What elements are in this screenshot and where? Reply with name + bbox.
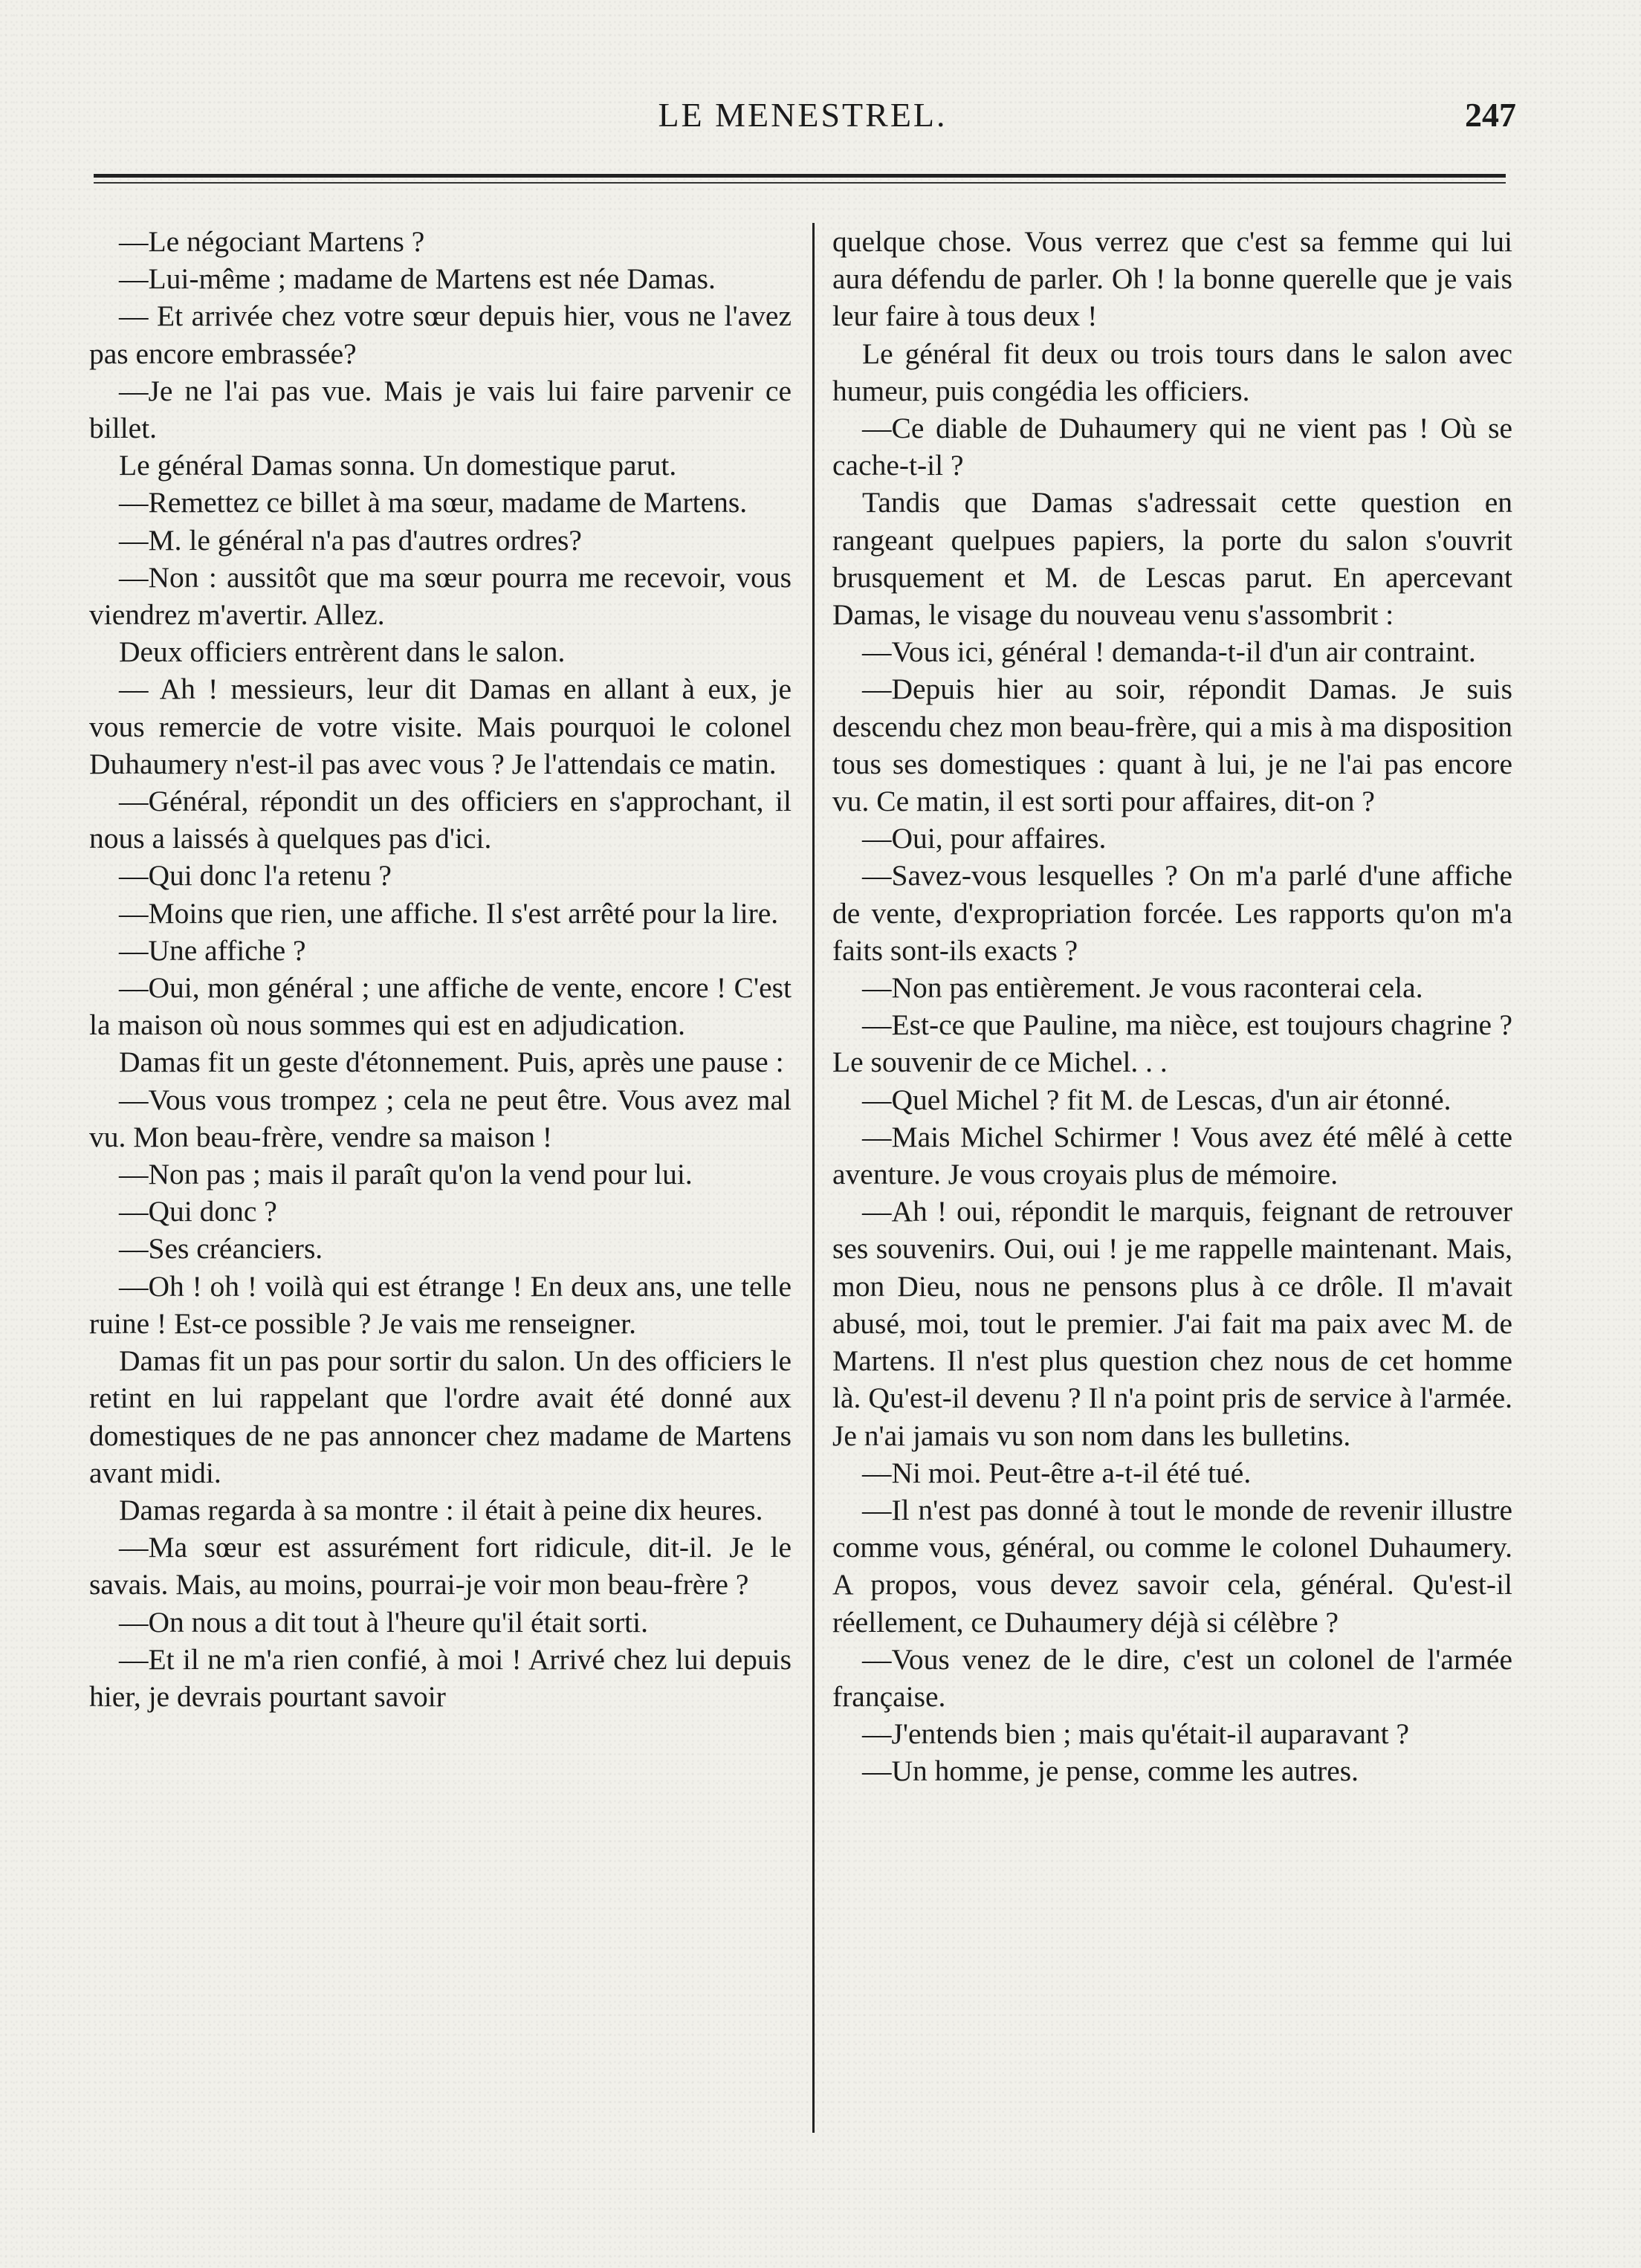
continued-paragraph: quelque chose. Vous verrez que c'est sa femme qui lui aura défendu de parler. Oh ! la bonne querelle que je vais leur faire à tous deux !	[832, 225, 1512, 333]
paragraph: —On nous a dit tout à l'heure qu'il était sorti.	[119, 1605, 648, 1639]
paragraph: —Un homme, je pense, comme les autres.	[862, 1755, 1359, 1788]
paragraph: Damas fit un geste d'étonnement. Puis, après une pause :	[119, 1046, 784, 1079]
paragraph: —Ses créanciers.	[119, 1232, 323, 1266]
page-header	[89, 95, 1516, 140]
right-column	[832, 223, 1512, 1790]
column-divider	[812, 223, 815, 2133]
page-number: 247	[1465, 96, 1516, 134]
paragraph: Damas fit un pas pour sortir du salon. Un des officiers le retint en lui rappelant que l'ordre avait été donné aux domestiques de ne pas annoncer chez madame de Martens avant midi.	[89, 1344, 792, 1489]
paragraph: —Vous venez de le dire, c'est un colonel de l'armée française.	[832, 1642, 1512, 1713]
paragraph: —Ah ! oui, répondit le marquis, feignant de retrouver ses souvenirs. Oui, oui ! je me rappelle maintenant. Mais, mon Dieu, nous ne pensons plus à ce drôle. Il m'avait abusé, moi, tout le premier. J'ai fait ma paix avec M. de Martens. Il n'est plus question chez nous de cet homme là. Qu'est-il devenu ? Il n'a point pris de service à l'armée. Je n'ai jamais vu son nom dans les bulletins.	[832, 1195, 1512, 1452]
paragraph: —Je ne l'ai pas vue. Mais je vais lui faire parvenir ce billet.	[89, 374, 792, 445]
paragraph: Le général Damas sonna. Un domestique parut.	[119, 449, 677, 482]
paragraph: —Général, répondit un des officiers en s'approchant, il nous a laissés à quelques pas d'ici.	[89, 785, 792, 855]
paragraph: —Est-ce que Pauline, ma nièce, est toujours chagrine ? Le souvenir de ce Michel. . .	[832, 1008, 1512, 1079]
header-rule	[94, 174, 1506, 184]
paragraph: —Qui donc ?	[119, 1195, 277, 1228]
paragraph: —Ma sœur est assurément fort ridicule, dit-il. Je le savais. Mais, au moins, pourrai-je voir mon beau-frère ?	[89, 1531, 792, 1601]
paragraph: —Oui, mon général ; une affiche de vente, encore ! C'est la maison où nous sommes qui est en adjudication.	[89, 971, 792, 1042]
paragraph: Le général fit deux ou trois tours dans le salon avec humeur, puis congédia les officiers.	[832, 337, 1512, 407]
paragraph: —Mais Michel Schirmer ! Vous avez été mêlé à cette aventure. Je vous croyais plus de mémoire.	[832, 1120, 1512, 1191]
paragraph: —Non pas ; mais il paraît qu'on la vend pour lui.	[119, 1158, 693, 1191]
paragraph: —Une affiche ?	[119, 933, 306, 967]
paragraph: —M. le général n'a pas d'autres ordres?	[119, 523, 582, 557]
paragraph: —Savez-vous lesquelles ? On m'a parlé d'une affiche de vente, d'expropriation forcée. Les rapports qu'on m'a faits sont-ils exacts ?	[832, 859, 1512, 967]
paragraph: Damas regarda à sa montre : il était à peine dix heures.	[119, 1493, 763, 1526]
left-column	[89, 223, 792, 1715]
paragraph: —Remettez ce billet à ma sœur, madame de Martens.	[119, 486, 748, 519]
paragraph: —Lui-même ; madame de Martens est née Damas.	[119, 262, 716, 296]
paragraph: —Oui, pour affaires.	[862, 822, 1107, 855]
paragraph: —Vous vous trompez ; cela ne peut être. Vous avez mal vu. Mon beau-frère, vendre sa maison !	[89, 1083, 792, 1153]
paragraph: —Non : aussitôt que ma sœur pourra me recevoir, vous viendrez m'avertir. Allez.	[89, 560, 792, 632]
paragraph: —Depuis hier au soir, répondit Damas. Je suis descendu chez mon beau-frère, qui a mis à ma disposition tous ses domestiques : quant à lui, je ne l'ai pas encore vu. Ce matin, il est sorti pour affaires, dit-on ?	[832, 673, 1512, 818]
paragraph: —Ce diable de Duhaumery qui ne vient pas ! Où se cache-t-il ?	[832, 412, 1512, 482]
paragraph: Tandis que Damas s'adressait cette question en rangeant quelpues papiers, la porte du salon s'ouvrit brusquement et M. de Lescas parut. En apercevant Damas, le visage du nouveau venu s'assombrit :	[832, 486, 1512, 632]
paragraph: —Et il ne m'a rien confié, à moi ! Arrivé chez lui depuis hier, je devrais pourtant savoir	[89, 1642, 792, 1713]
paragraph: —Oh ! oh ! voilà qui est étrange ! En deux ans, une telle ruine ! Est-ce possible ? Je vais me renseigner.	[89, 1269, 792, 1340]
paragraph: —Le négociant Martens ?	[119, 225, 425, 258]
paragraph: —Qui donc l'a retenu ?	[119, 859, 392, 892]
running-title: LE MENESTREL.	[658, 96, 948, 134]
paragraph: Deux officiers entrèrent dans le salon.	[119, 635, 566, 669]
paragraph: —Vous ici, général ! demanda-t-il d'un air contraint.	[862, 635, 1476, 669]
paragraph: —Non pas entièrement. Je vous raconterai cela.	[862, 971, 1423, 1005]
paragraph: —Quel Michel ? fit M. de Lescas, d'un air étonné.	[862, 1083, 1451, 1116]
paragraph: — Ah ! messieurs, leur dit Damas en allant à eux, je vous remercie de votre visite. Mais pourquoi le colonel Duhaumery n'est-il pas avec vous ? Je l'attendais ce matin.	[89, 673, 792, 780]
paragraph: —Moins que rien, une affiche. Il s'est arrêté pour la lire.	[119, 896, 779, 930]
paragraph: —J'entends bien ; mais qu'était-il auparavant ?	[862, 1717, 1409, 1751]
paragraph: — Et arrivée chez votre sœur depuis hier, vous ne l'avez pas encore embrassée?	[89, 299, 792, 370]
paragraph: —Il n'est pas donné à tout le monde de revenir illustre comme vous, général, ou comme le colonel Duhaumery. A propos, vous devez savoir cela, général. Qu'est-il réellement, ce Duhaumery déjà si célèbre ?	[832, 1493, 1512, 1639]
paragraph: —Ni moi. Peut-être a-t-il été tué.	[862, 1456, 1252, 1489]
